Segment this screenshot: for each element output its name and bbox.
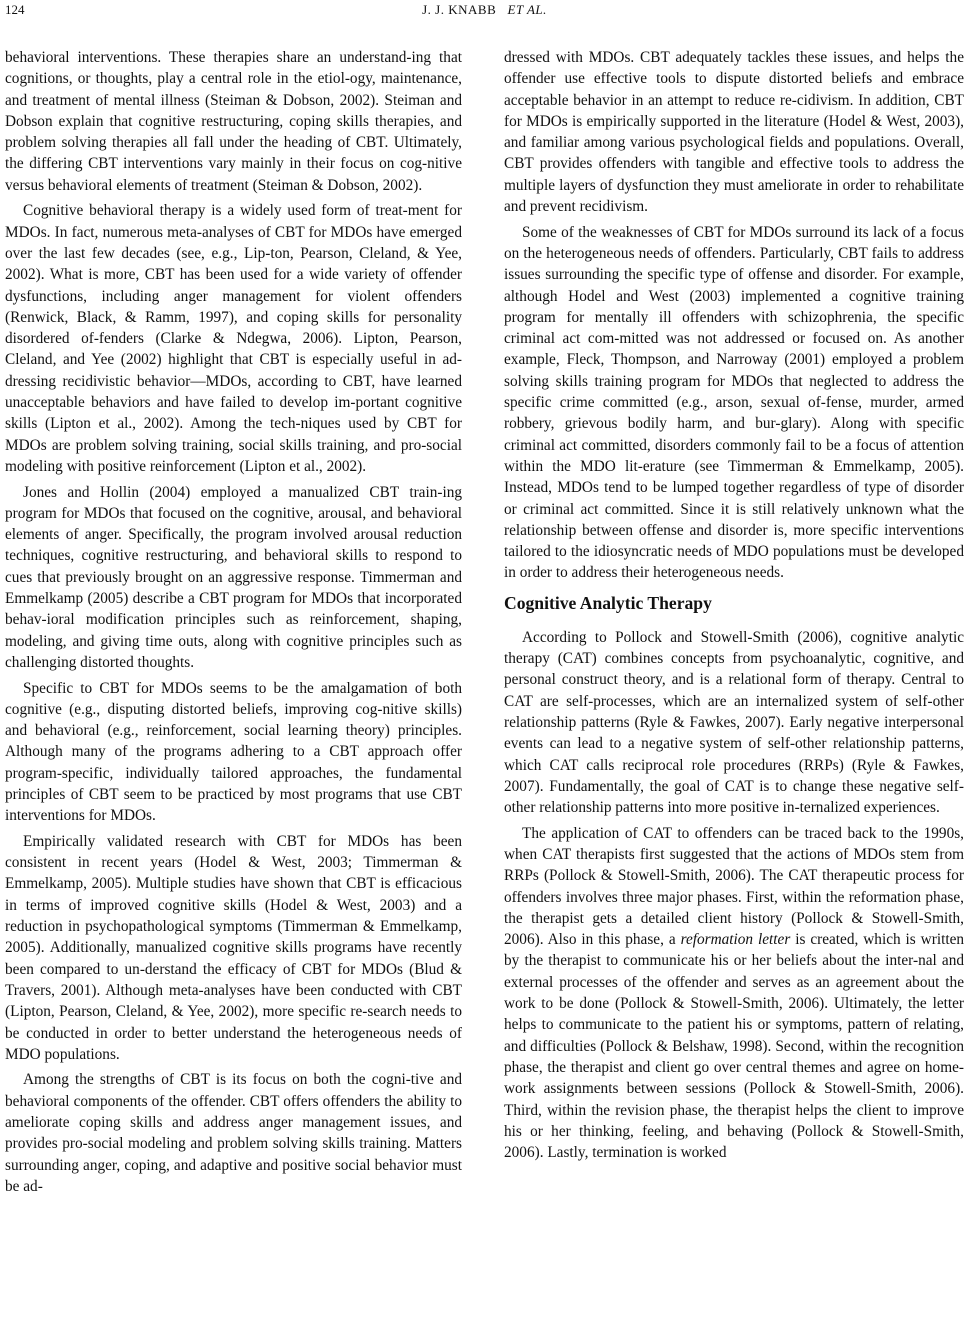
section-heading: Cognitive Analytic Therapy — [504, 592, 712, 613]
paragraph-text: is created, which is written by the therapist to communicate his or her beliefs about the inter-nal and external processes of the offender and serves as an agreement about the work to be done (Pollock & Stowell-Smith, 2006). Ultimately, the letter helps to communicate to the patient his or symptoms, pattern of relating, and difficulties (Pollock & Belshaw, 1998). Second, within the recognition phase, the therapist and client go over central themes and agree on home-work assignments between sessions (Pollock & Stowell-Smith, 2006). Third, within the revision phase, the therapist helps the client to improve his or her thinking, feeling, and behaving (Pollock & Stowell-Smith, 2006). Lastly, termination is worked — [504, 931, 965, 1162]
running-head-etal: ET AL. — [507, 2, 547, 17]
paragraph: Cognitive behavioral therapy is a widely used form of treat-ment for MDOs. In fact, numerous meta-analyses of CBT for MDOs have emerged over the last few decades (see, e.g., Lip-ton, Pearson, Cleland, & Yee, 2002). What is more, CBT has been used for a wide variety of offender dysfunctions, including anger management for violent offenders (Renwick, Black, & Ramm, 1997), and coping skills for personality disordered of-fenders (Clarke & Ndegwa, 2006). Lipton, Pearson, Cleland, and Yee (2002) highlight that CBT is especially useful in ad-dressing recidivistic behavior—MDOs, according to CBT, have learned unacceptable behaviors and have failed to develop im-portant cognitive skills (Lipton et al., 2002). Among the tech-niques used by CBT for MDOs are problem solving training, social skills training, and pro-social modeling with positive reinforcement (Lipton et al., 2002). — [5, 202, 462, 475]
paragraph: Empirically validated research with CBT for MDOs has been consistent in recent years (Hodel & West, 2003; Timmerman & Emmelkamp, 2005). Multiple studies have shown that CBT is efficacious in terms of improved cognitive skills (Hodel & West, 2003) and a reduction in psychopathological symptoms (Timmerman & Emmelkamp, 2005). Additionally, manualized cognitive skills programs have recently been compared to un-derstand the efficacy of CBT for MDOs (Blud & Travers, 2001). Although meta-analyses have been conducted with CBT (Lipton, Pearson, Cleland, & Yee, 2002), more specific re-search needs to be conducted in order to better understand the heterogeneous needs of MDO populations. — [5, 832, 462, 1063]
paragraph: dressed with MDOs. CBT adequately tackles these issues, and helps the offender use effective tools to dispute distorted beliefs and embrace acceptable behavior in an attempt to reduce re-cidivism. In addition, CBT for MDOs is empirically supported in the literature (Hodel & West, 2003), and familiar among various psychological fields and populations. Overall, CBT provides offenders with tangible and effective tools to address the multiple layers of dysfunction they must ameliorate in order to rehabilitate and prevent recidivism. — [504, 49, 964, 216]
paragraph: Specific to CBT for MDOs seems to be the amalgamation of both cognitive (e.g., disputing distorted beliefs, improving cog-nitive skills) and behavioral (e.g., reinforcement, social learning theory) principles. Although many of the programs adhering to a CBT approach offer program-specific, individually tailored approaches, the fundamental principles of CBT seem to be practiced by most programs that use CBT interventions for MDOs. — [5, 679, 462, 825]
paragraph: Among the strengths of CBT is its focus on both the cogni-tive and behavioral components of the offender. CBT offers offenders the ability to ameliorate coping skills and address anger management issues, and provides pro-social modeling and problem solving skills training. Matters surrounding anger, coping, and adaptive and positive social behavior must be ad- — [5, 1071, 462, 1195]
paragraph — [504, 823, 964, 1164]
page-number: 124 — [5, 2, 25, 17]
paragraph: Some of the weaknesses of CBT for MDOs surround its lack of a focus on the heterogeneous needs of offenders. Particularly, CBT fails to address issues surrounding the specific type of offense and disorder. For example, although Hodel and West (2003) implemented a cognitive training program for mentally ill offenders with schizophrenia, the specific criminal act com-mitted was not addressed or focused on. As another example, Fleck, Thompson, and Narroway (2001) employed a problem solving skills training program for MDOs that neglected to address the specific crime committed (e.g., arson, sexual of-fense, murder, armed robbery, grievous bodily harm, and bur-glary). Along with specific criminal act committed, disorders commonly fail to be a focus of attention within the MDO lit-erature (see Timmerman & Emmelkamp, 2005). Instead, MDOs tend to be lumped together regardless of type of disorder or criminal act committed. Since it is still relatively unknown what the relationship between offense and disorder is, more specific interventions tailored to the idiosyncratic needs of MDO populations must be developed in order to address their heterogeneous needs. — [504, 223, 964, 582]
page-header — [0, 0, 969, 24]
paragraph: behavioral interventions. These therapies share an understand-ing that cognitions, or thoughts, play a central role in the etiol-ogy, maintenance, and treatment of mental illness (Steiman & Dobson, 2002). Steiman and Dobson explain that cognitive restructuring, coping skills therapies, and problem solving therapies all fall under the heading of CBT. Ultimately, the differing CBT interventions vary mainly in their focus on cog-nitive versus behavioral elements of treatment (Steiman & Dobson, 2002). — [5, 49, 462, 194]
italic-term: reformation letter — [680, 931, 791, 949]
paragraph: Jones and Hollin (2004) employed a manualized CBT train-ing program for MDOs that focused on the cognitive, arousal, and behavioral elements of anger. Specifically, the program involved arousal reduction techniques, cognitive restructuring, and behavioral skills to respond to cues that previously brought on an aggressive response. Timmerman and Emmelkamp (2005) describe a CBT program for MDOs that incorporated behav-ioral modification principles such as reinforcement, shaping, modeling, and giving time outs, along with cognitive principles such as challenging distorted thoughts. — [5, 483, 462, 671]
paragraph-text: The application of CAT to offenders can be traced back to the 1990s, when CAT therapists first suggested that the actions of MDOs stem from RRPs (Pollock & Stowell-Smith, 2006). The CAT therapeutic process for offenders involves three major phases. First, within the reformation phase, the therapist gets a detailed client history (Pollock & Stowell-Smith, 2006). Also in this phase, a — [504, 824, 964, 949]
right-column — [504, 47, 964, 1168]
running-head-author: J. J. KNABB — [422, 2, 497, 17]
paragraph: According to Pollock and Stowell-Smith (2006), cognitive analytic therapy (CAT) combines concepts from psychoanalytic, cognitive, and personal construct theory, and is a relational form of therapy. Central to CAT are self-processes, which are an internalized system of self-other relationship patterns (Ryle & Fawkes, 2007). Early negative interpersonal events can lead to a negative system of self-other relationship patterns, which CAT calls reciprocal role procedures (RRPs) (Ryle & Fawkes, 2007). Fundamentally, the goal of CAT is to change these negative self-other relationship patterns into more positive in-ternalized experiences. — [504, 628, 964, 817]
running-head — [0, 0, 969, 20]
left-column — [5, 47, 462, 1202]
